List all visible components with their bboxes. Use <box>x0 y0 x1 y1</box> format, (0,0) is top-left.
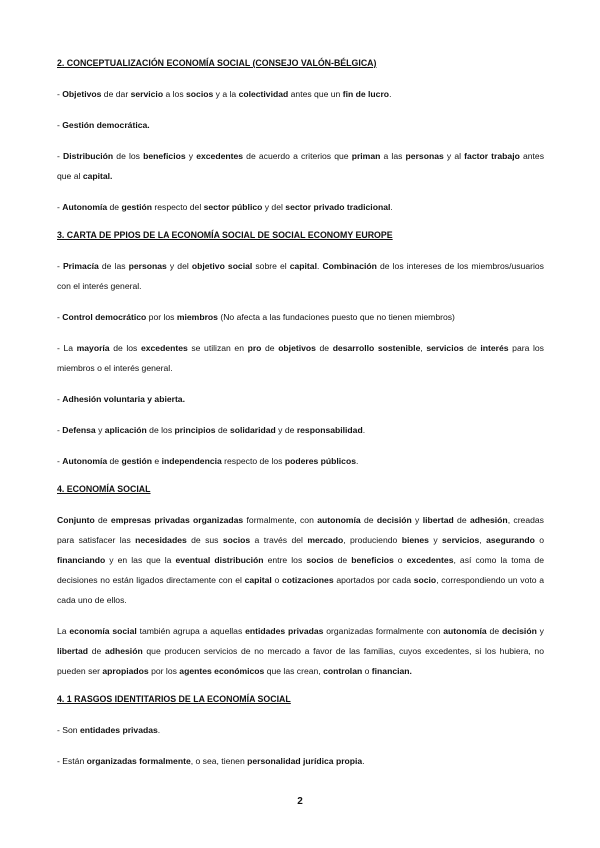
bold-text-run: agentes económicos <box>179 666 265 676</box>
bold-text-run: asegurando <box>486 535 535 545</box>
text-run: y a la <box>213 89 239 99</box>
section-heading: 2. CONCEPTUALIZACIÓN ECONOMÍA SOCIAL (CONSEJO VALÓN-BÉLGICA) <box>57 58 377 68</box>
bold-text-run: servicio <box>130 89 164 99</box>
paragraph <box>57 420 544 440</box>
text-run: - <box>57 425 63 435</box>
text-run: - <box>57 312 63 322</box>
bold-text-run: servicios <box>426 343 464 353</box>
text-run: . <box>362 756 365 766</box>
text-run: respecto del <box>152 202 204 212</box>
paragraph <box>57 338 544 378</box>
bold-text-run: socios <box>186 89 214 99</box>
text-run: y <box>411 515 423 525</box>
bold-text-run: sector público <box>203 202 263 212</box>
text-run: - <box>57 394 63 404</box>
text-run: que producen servicios de no mercado a favor de las familias, cuyos excedentes, si los hubiera, no pueden ser <box>57 646 544 676</box>
bold-text-run: excedentes <box>140 343 188 353</box>
bold-text-run: entidades privadas <box>245 626 324 636</box>
bold-text-run: Distribución <box>63 151 114 161</box>
text-run: antes que al <box>57 151 545 181</box>
text-run: y del <box>262 202 286 212</box>
text-run: y <box>536 626 544 636</box>
text-run: o <box>271 575 283 585</box>
bold-text-run: Gestión democrática. <box>62 120 150 130</box>
bold-text-run: controlan <box>323 666 363 676</box>
text-run: a través del <box>250 535 308 545</box>
text-run: de <box>215 425 230 435</box>
text-run: y de <box>275 425 297 435</box>
bold-text-run: libertad <box>57 646 89 656</box>
section-heading: 3. CARTA DE PPIOS DE LA ECONOMÍA SOCIAL DE SOCIAL ECONOMY EUROPE <box>57 230 393 240</box>
text-run: respecto de los <box>221 456 285 466</box>
paragraph <box>57 389 544 409</box>
bold-text-run: beneficios <box>351 555 394 565</box>
text-run: y en las que la <box>105 555 176 565</box>
text-run: de dar <box>101 89 131 99</box>
bold-text-run: autonomía <box>443 626 487 636</box>
bold-text-run: mercado <box>307 535 344 545</box>
text-run: o <box>393 555 407 565</box>
bold-text-run: beneficios <box>143 151 186 161</box>
bold-text-run: cotizaciones <box>282 575 334 585</box>
bold-text-run: fin de lucro <box>342 89 390 99</box>
bold-text-run: aplicación <box>104 425 147 435</box>
text-run: de sus <box>186 535 223 545</box>
text-run: antes que un <box>288 89 343 99</box>
bold-text-run: entidades privadas <box>79 725 158 735</box>
bold-text-run: Objetivos <box>62 89 102 99</box>
text-run: . <box>355 456 359 466</box>
text-run: o <box>534 535 545 545</box>
text-run: , creadas para satisfacer las <box>57 515 544 545</box>
bold-text-run: independencia <box>161 456 222 466</box>
text-run: aportados por cada <box>333 575 414 585</box>
text-run: y al <box>443 151 465 161</box>
bold-text-run: eventual distribución <box>175 555 264 565</box>
bold-text-run: adhesión <box>469 515 508 525</box>
page-number: 2 <box>297 796 303 807</box>
text-run: (No afecta a las fundaciones puesto que no tienen miembros) <box>217 312 455 322</box>
text-run: organizadas formalmente con <box>323 626 444 636</box>
bold-text-run: socios <box>222 535 251 545</box>
text-run: de <box>107 202 122 212</box>
text-run: - <box>57 261 63 271</box>
text-run: de <box>107 456 122 466</box>
bold-text-run: mayoría <box>76 343 110 353</box>
bold-text-run: socio <box>413 575 437 585</box>
bold-text-run: gestión <box>121 456 153 466</box>
bold-text-run: poderes públicos <box>284 456 356 466</box>
bold-text-run: solidaridad <box>229 425 276 435</box>
section-heading: 4. 1 RASGOS IDENTITARIOS DE LA ECONOMÍA SOCIAL <box>57 694 291 704</box>
text-run: de <box>486 626 502 636</box>
text-run: que las crean, <box>264 666 324 676</box>
text-run: de las <box>98 261 129 271</box>
text-run: - <box>57 89 63 99</box>
bold-text-run: libertad <box>422 515 454 525</box>
bold-text-run: Autonomía <box>62 456 108 466</box>
text-run: - <box>57 120 63 130</box>
bold-text-run: apropiados <box>102 666 149 676</box>
bold-text-run: factor trabajo <box>464 151 520 161</box>
text-run: La <box>57 626 70 636</box>
paragraph <box>57 115 544 135</box>
bold-text-run: miembros <box>176 312 218 322</box>
bold-text-run: capital. <box>82 171 113 181</box>
text-run: de <box>463 343 481 353</box>
bold-text-run: gestión <box>121 202 153 212</box>
text-run: , correspondiendo un voto a cada uno de ellos. <box>57 575 545 605</box>
paragraph <box>57 256 544 296</box>
bold-text-run: excedentes <box>406 555 454 565</box>
text-run: - La <box>57 343 77 353</box>
bold-text-run: Adhesión voluntaria y abierta. <box>62 394 185 404</box>
bold-text-run: Autonomía <box>62 202 108 212</box>
bold-text-run: autonomía <box>317 515 361 525</box>
text-run: , <box>479 535 487 545</box>
paragraph <box>57 751 544 771</box>
text-run: y <box>428 535 443 545</box>
text-run: también agrupa a aquellas <box>136 626 246 636</box>
paragraph <box>57 621 544 681</box>
bold-text-run: economía social <box>69 626 137 636</box>
text-run: de <box>94 515 111 525</box>
bold-text-run: empresas privadas organizadas <box>110 515 244 525</box>
text-run: entre los <box>263 555 307 565</box>
text-run: - Están <box>57 756 87 766</box>
text-run: a los <box>163 89 187 99</box>
text-run: formalmente, con <box>243 515 318 525</box>
bold-text-run: objetivos <box>278 343 316 353</box>
text-run: de acuerdo a criterios que <box>243 151 352 161</box>
text-run: , <box>420 343 427 353</box>
text-run: . <box>390 202 393 212</box>
bold-text-run: servicios <box>442 535 480 545</box>
bold-text-run: Primacía <box>62 261 99 271</box>
text-run: - <box>57 151 64 161</box>
paragraph <box>57 146 544 186</box>
text-run: o <box>362 666 372 676</box>
section-heading: 4. ECONOMÍA SOCIAL <box>57 484 151 494</box>
text-run: de los <box>113 151 144 161</box>
text-run: se utilizan en <box>187 343 248 353</box>
text-run: de <box>88 646 105 656</box>
text-run: por los <box>148 666 180 676</box>
text-run: para los miembros o el interés general. <box>57 343 544 373</box>
text-run: de <box>453 515 470 525</box>
bold-text-run: desarrollo sostenible <box>332 343 421 353</box>
text-run: . <box>389 89 392 99</box>
document-page <box>57 56 544 782</box>
text-run: - <box>57 202 63 212</box>
text-run: - Son <box>57 725 80 735</box>
bold-text-run: Combinación <box>322 261 377 271</box>
text-run: y <box>185 151 197 161</box>
text-run: de los <box>109 343 141 353</box>
text-run: . <box>316 261 323 271</box>
text-run: . <box>157 725 161 735</box>
paragraph <box>57 84 544 104</box>
paragraph <box>57 197 544 217</box>
text-run: de <box>360 515 377 525</box>
text-run: , o sea, tienen <box>190 756 248 766</box>
paragraph <box>57 720 544 740</box>
bold-text-run: socios <box>306 555 334 565</box>
bold-text-run: personas <box>405 151 444 161</box>
text-run: y del <box>166 261 192 271</box>
bold-text-run: financiando <box>57 555 106 565</box>
bold-text-run: objetivo social <box>191 261 253 271</box>
bold-text-run: capital <box>289 261 317 271</box>
paragraph <box>57 451 544 471</box>
text-run: , así como la toma de decisiones no están ligados directamente con el <box>57 555 544 585</box>
bold-text-run: financian. <box>371 666 412 676</box>
paragraph <box>57 307 544 327</box>
text-run: de <box>333 555 352 565</box>
bold-text-run: excedentes <box>196 151 244 161</box>
text-run: sobre el <box>252 261 290 271</box>
bold-text-run: Defensa <box>62 425 96 435</box>
bold-text-run: decisión <box>501 626 537 636</box>
text-run: de <box>315 343 333 353</box>
text-run: de <box>261 343 279 353</box>
text-run: por los <box>146 312 177 322</box>
text-run: , produciendo <box>343 535 402 545</box>
bold-text-run: sector privado tradicional <box>285 202 391 212</box>
bold-text-run: capital <box>244 575 272 585</box>
text-run: . <box>362 425 366 435</box>
bold-text-run: organizadas formalmente <box>86 756 191 766</box>
bold-text-run: pro <box>247 343 262 353</box>
bold-text-run: necesidades <box>135 535 187 545</box>
bold-text-run: responsabilidad <box>296 425 363 435</box>
paragraph <box>57 510 544 610</box>
bold-text-run: interés <box>480 343 509 353</box>
bold-text-run: personas <box>128 261 167 271</box>
text-run: a las <box>380 151 406 161</box>
text-run: y <box>95 425 105 435</box>
bold-text-run: priman <box>351 151 381 161</box>
bold-text-run: personalidad jurídica propia <box>247 756 363 766</box>
bold-text-run: Control democrático <box>62 312 147 322</box>
bold-text-run: adhesión <box>104 646 143 656</box>
text-run: de los <box>146 425 175 435</box>
bold-text-run: principios <box>174 425 216 435</box>
bold-text-run: Conjunto <box>57 515 95 525</box>
text-run: de los intereses de los miembros/usuarios con el interés general. <box>57 261 544 291</box>
bold-text-run: bienes <box>401 535 429 545</box>
text-run: e <box>152 456 162 466</box>
text-run: - <box>57 456 63 466</box>
bold-text-run: colectividad <box>238 89 289 99</box>
bold-text-run: decisión <box>376 515 412 525</box>
